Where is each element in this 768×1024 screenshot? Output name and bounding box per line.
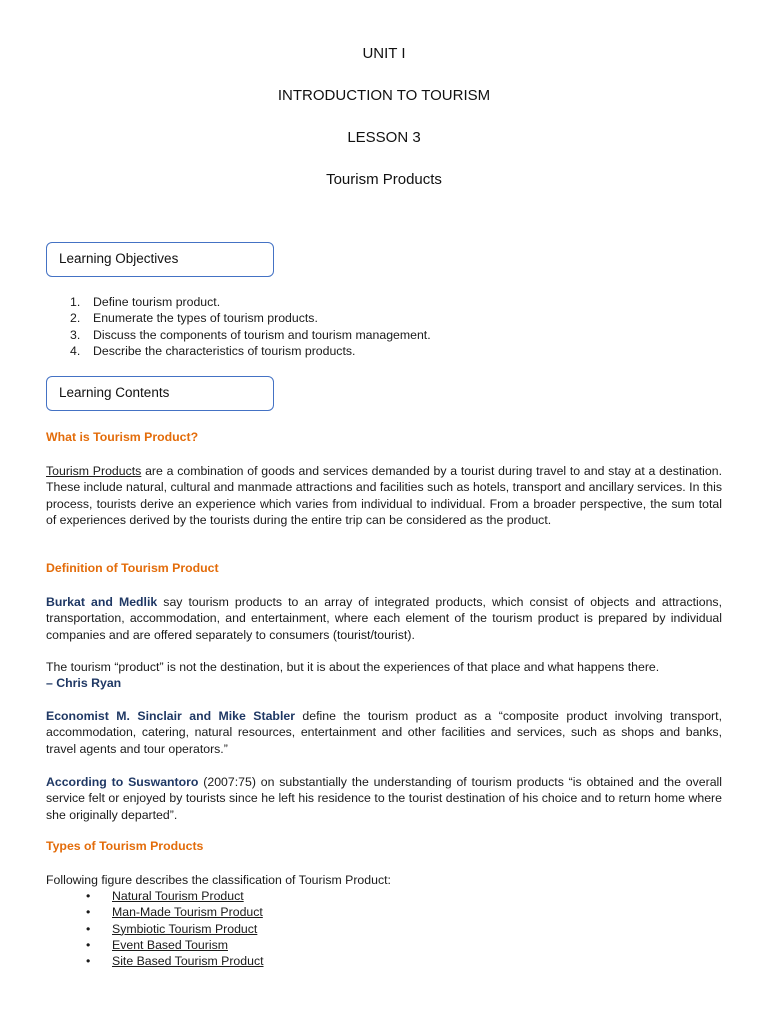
learning-contents-label: Learning Contents [59, 385, 170, 400]
learning-objectives-box [46, 242, 274, 277]
list-item: • Symbiotic Tourism Product [86, 921, 258, 936]
topic-title: Tourism Products [326, 171, 442, 188]
bullet-icon: • [86, 905, 91, 920]
list-item: 4. Describe the characteristics of tourism products. [70, 343, 356, 358]
what-is-heading: What is Tourism Product? [46, 430, 199, 444]
burkat-name: Burkat and Medlik [46, 595, 158, 609]
list-item: • Man-Made Tourism Product [86, 905, 263, 920]
definition-heading: Definition of Tourism Product [46, 561, 219, 575]
bullet-icon: • [86, 889, 91, 903]
types-list [86, 888, 264, 969]
ryan-paragraph [46, 659, 722, 692]
list-item: 1. Define tourism product. [70, 295, 221, 309]
learning-contents-box [46, 376, 274, 411]
bullet-icon: • [86, 937, 91, 952]
bullet-icon: • [86, 954, 91, 969]
learning-objectives-label: Learning Objectives [59, 251, 179, 266]
suswantoro-paragraph: According to Suswantoro (2007:75) on substantially the understanding of tourism products “is obtained and the overall service felt or enjoyed by tourists since he left his residence to the tourist destination of his choice and to return home where she originally departed”. [46, 775, 722, 822]
objectives-list [70, 294, 431, 359]
list-item: • Site Based Tourism Product [86, 954, 264, 969]
sinclair-name: Economist M. Sinclair and Mike Stabler [46, 709, 295, 723]
list-item: 3. Discuss the components of tourism and tourism management. [70, 327, 431, 342]
ryan-author: – Chris Ryan [46, 676, 122, 691]
ryan-quote: The tourism “product” is not the destination, but it is about the experiences of that place and what happens there. [46, 660, 660, 674]
tourism-products-term: Tourism Products [46, 464, 142, 478]
intro-title: INTRODUCTION TO TOURISM [277, 87, 491, 104]
list-item: • Event Based Tourism [86, 937, 228, 952]
burkat-paragraph: Burkat and Medlik say tourism products to an array of integrated products, which consist of objects and attractions, transportation, accommodation, and entertainment, where each element of the tourism product is prepared by individual companies and are offered separately to consumers (tourist/tourist). [46, 595, 722, 642]
types-heading: Types of Tourism Products [46, 839, 204, 853]
suswantoro-name: According to Suswantoro [46, 775, 199, 789]
lesson-title: LESSON 3 [347, 129, 421, 146]
list-item: • Natural Tourism Product [86, 889, 244, 903]
bullet-icon: • [86, 921, 91, 936]
types-intro: Following figure describes the classification of Tourism Product: [46, 873, 391, 887]
sinclair-paragraph: Economist M. Sinclair and Mike Stabler define the tourism product as a “composite product involving transport, accommodation, catering, natural resources, entertainment and other facilities and services, such as shops and banks, travel agents and tour operators.” [46, 709, 722, 756]
unit-title: UNIT I [362, 45, 406, 62]
what-is-paragraph: Tourism Products are a combination of goods and services demanded by a tourist during travel to and stay at a destination. These include natural, cultural and manmade attractions and facilities such as hotels, transport and ancillary services. In this process, tourists derive an experience which varies from individual to individual. From a broader perspective, the sum total of experiences derived by the tourists during the entire trip can be considered as the product. [46, 464, 722, 527]
list-item: 2. Enumerate the types of tourism products. [70, 311, 318, 326]
